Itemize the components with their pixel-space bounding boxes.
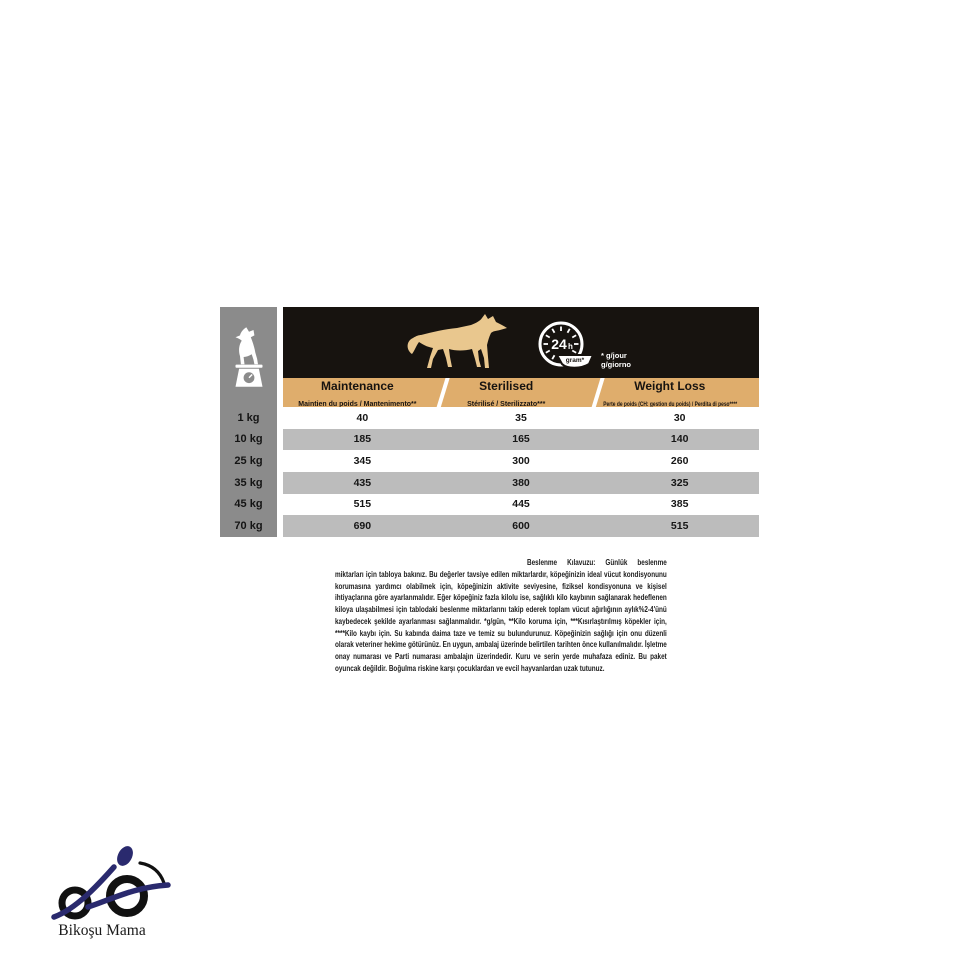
table-row — [283, 515, 759, 537]
clock-h-label: h — [568, 342, 573, 351]
value-cell: 380 — [512, 476, 530, 489]
value-cell: 690 — [353, 520, 372, 533]
column-title: Maintenance — [321, 379, 394, 393]
column-subtitle: Perte de poids (CH: gestion du poids) / Perdita di peso**** — [602, 401, 737, 407]
column-subtitle: Stérilisé / Sterilizzato*** — [467, 401, 546, 407]
weight-column — [220, 307, 277, 537]
feeding-guide-table — [220, 307, 759, 537]
weight-label: 35 kg — [234, 476, 263, 489]
value-cell: 260 — [670, 455, 689, 468]
feeding-guide-body: Günlük beslenme miktarları için tabloya bakınız. Bu değerler tavsiye edilen miktarlardır, köpeğinizin ideal vücut kondisyonunu korumasına yardımcı olabilmek için, köpeğinizin aktivite seviyesine, fiziksel kondisyonuna ve kişisel ihtiyaçlarına göre ayarlanmalıdır. Eğer köpeğiniz fazla kilolu ise, sağlıklı kilo kaybının sağlanarak hedeflenen kiloya ulaşabilmesi için tablodaki beslenme miktarlarını takip ederek toplam vücut ağırlığının aylık%2-4'ünü kaybedecek şekilde ayarlanması sağlanmalıdır. *g/gün, **Kilo koruma için, ***Kısırlaştırılmış köpekler için, ****Kilo kaybı için. Su kabında daima taze ve temiz su bulundurunuz. Köpeğinizin sağlığı için onu düzenli olarak veteriner hekime götürünüz. En uygun, ambalaj üzerinde belirtilen tarihten önce kullanılmalıdır. İşletme onay numarası ve Parti numarası ambalajın üzerindedir. Kuru ve serin yerde muhafaza ediniz. Bu paket oyuncak değildir. Boğulma riskine karşı çocuklardan ve evcil hayvanlardan uzak tutunuz. — [335, 557, 667, 673]
24h-clock-bowl-icon — [535, 319, 599, 377]
value-cell: 165 — [512, 433, 530, 446]
value-cell: 345 — [353, 455, 372, 468]
value-cell: 325 — [670, 476, 689, 489]
value-cell: 185 — [353, 433, 372, 446]
table-row — [283, 472, 759, 494]
brand-logo-bicycle-icon — [48, 843, 173, 925]
value-cell: 515 — [670, 520, 689, 533]
value-cell: 300 — [512, 455, 530, 468]
feeding-guide-text — [335, 557, 667, 674]
table-row — [283, 407, 759, 429]
column-subtitle: Maintien du poids / Mantenimento** — [298, 401, 417, 407]
value-cell: 140 — [670, 433, 689, 446]
table-header — [283, 307, 759, 378]
walking-dog-icon — [405, 314, 515, 370]
feeding-guide-heading: Beslenme Kılavuzu: — [527, 557, 596, 568]
weight-label: 45 kg — [234, 498, 263, 511]
column-title: Sterilised — [479, 379, 534, 393]
units-note — [601, 351, 631, 369]
value-cell: 435 — [353, 476, 372, 489]
value-cell: 30 — [673, 411, 686, 424]
value-cell: 600 — [512, 520, 530, 533]
units-note-line1: * g/jour — [601, 351, 627, 360]
value-cell: 445 — [512, 498, 530, 511]
value-cell: 35 — [515, 411, 527, 424]
value-cell: 385 — [670, 498, 689, 511]
table-main — [283, 307, 759, 537]
dog-on-scale-icon-svg — [231, 323, 267, 391]
table-rows — [283, 407, 759, 537]
weight-label: 1 kg — [237, 411, 260, 424]
weight-label: 70 kg — [234, 520, 263, 533]
brand-name: Bikoşu Mama — [58, 922, 146, 939]
dog-on-scale-icon — [220, 307, 277, 407]
table-row — [283, 429, 759, 451]
table-row — [283, 450, 759, 472]
value-cell: 515 — [353, 498, 372, 511]
value-cell: 40 — [356, 411, 369, 424]
weight-label: 25 kg — [234, 455, 263, 468]
column-header-weight-loss — [581, 378, 759, 407]
table-row — [283, 494, 759, 516]
column-header-sterilised — [432, 378, 581, 407]
clock-24-label: 24 — [551, 336, 567, 352]
column-header-maintenance — [283, 378, 432, 407]
bowl-gram-label: gram* — [565, 357, 585, 364]
weight-label: 10 kg — [234, 433, 263, 446]
column-header-band — [283, 378, 759, 407]
units-note-line2: g/giorno — [601, 360, 631, 369]
column-title: Weight Loss — [634, 379, 706, 393]
